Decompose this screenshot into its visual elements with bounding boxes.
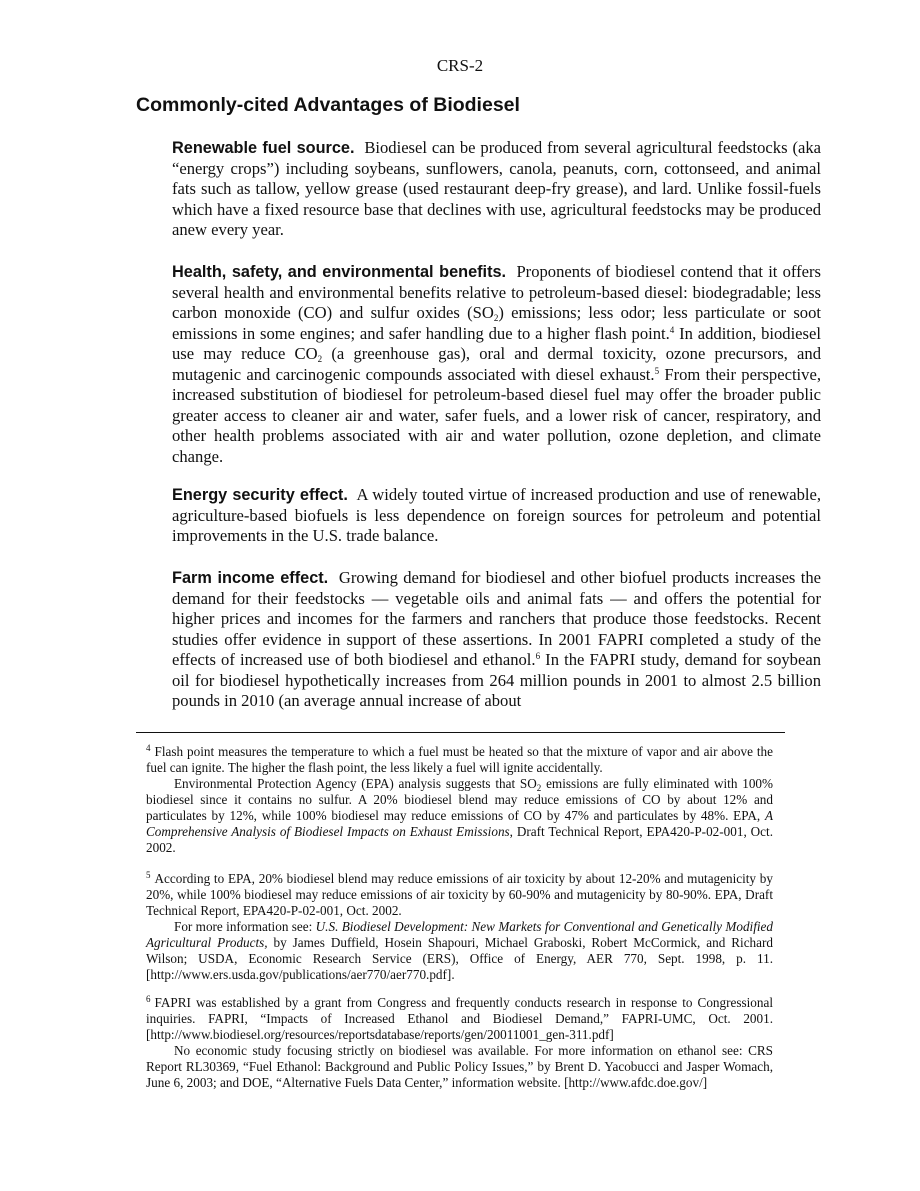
footnote-ref: 4	[669, 324, 675, 335]
paragraph-health-safety	[136, 262, 821, 467]
paragraph-text: In addition, biodiesel use may reduce CO	[172, 323, 821, 363]
report-title: A Comprehensive Analysis of Biodiesel Impacts on Exhaust Emissions	[146, 808, 773, 839]
paragraph-text: ) emissions; less odor; less particulate or soot emissions in some engines; and safer handling due to a higher flash point.	[172, 303, 821, 343]
paragraph-energy-security	[136, 485, 821, 547]
footnote-text: Environmental Protection Agency (EPA) analysis suggests that SO	[174, 776, 537, 791]
footnote-text: FAPRI was established by a grant from Congress and frequently conducts research in response to Congressional inquiries. FAPRI, “Impacts of Increased Ethanol and Biodiesel Demand,” FAPRI-UMC, Oct. 2001. [http://www.biodiesel.org/resources/reportsdatabase/reports/gen/20011001_gen-311.pdf]	[146, 995, 773, 1042]
paragraph-text: Proponents of biodiesel contend that it offers several health and environmental benefits relative to petroleum-based diesel: biodegradable; less carbon monoxide (CO) and sulfur oxides (SO	[172, 262, 821, 322]
paragraph-lead: Health, safety, and environmental benefits.	[172, 263, 507, 281]
subscript: 2	[317, 354, 323, 364]
footnote-text: Flash point measures the temperature to which a fuel must be heated so that the mixture of vapor and air above the fuel can ignite. The higher the flash point, the less likely a fuel will ignite accidentally.	[146, 744, 773, 775]
footnote-4	[146, 744, 773, 856]
footnote-5	[146, 871, 773, 983]
footnote-ref: 6	[535, 651, 541, 661]
subscript: 2	[493, 313, 499, 323]
paragraph-lead: Energy security effect.	[172, 486, 348, 504]
paragraph-lead: Renewable fuel source.	[172, 139, 355, 157]
footnote-text: by James Duffield, Hosein Shapouri, Michael Graboski, Robert McCormick, and Richard Wilson; USDA, Economic Research Service (ERS), Office of Energy, AER 770, Sept. 1998, p. 11. [http://www.ers.usda.gov/publications/aer770/aer770.pdf].	[146, 935, 773, 982]
footnote-text: , Draft Technical Report, EPA420-P-02-001, Oct. 2002.	[146, 824, 773, 855]
page-number: CRS-2	[436, 56, 484, 75]
paragraph-farm-income	[136, 568, 821, 712]
paragraph-text: (a greenhouse gas), oral and dermal toxicity, ozone precursors, and mutagenic and carcinogenic compounds associated with diesel exhaust.	[172, 344, 822, 384]
footnote-text: For more information see:	[174, 919, 316, 934]
footnote-6	[146, 995, 773, 1091]
footnote-body	[146, 995, 773, 1042]
footnote-mark: 4	[146, 743, 151, 753]
section-heading: Commonly-cited Advantages of Biodiesel	[136, 94, 520, 116]
report-title: U.S. Biodiesel Development: New Markets for Conventional and Genetically Modified Agricultural Products,	[146, 919, 773, 950]
footnote-text: emissions are fully eliminated with 100% biodiesel since it contains no sulfur. A 20% biodiesel blend may reduce emissions of CO by about 12% and particulates by 12%, while 100% biodiesel may reduce emissions of CO by 47% and particulates by 48%. EPA,	[146, 776, 773, 823]
footnote-text: According to EPA, 20% biodiesel blend may reduce emissions of air toxicity by about 12-20% and mutagenicity by 20%, while 100% biodiesel may reduce emissions of air toxicity by 60-90% and mutagenicity by 80-90%. EPA, Draft Technical Report, EPA420-P-02-001, Oct. 2002.	[146, 871, 773, 918]
paragraph-text: A widely touted virtue of increased production and use of renewable, agriculture-based biofuels is less dependence on foreign sources for petroleum and potential improvements in the U.S. trade balance.	[172, 485, 821, 545]
paragraph-text: Biodiesel can be produced from several agricultural feedstocks (aka “energy crops”) including soybeans, sunflowers, canola, peanuts, corn, cottonseed, and animal fats such as tallow, yellow grease (used restaurant deep-fry grease), and lard. Unlike fossil-fuels which have a fixed resource base that declines with use, agricultural feedstocks may be produced anew every year.	[172, 138, 822, 239]
paragraph-lead: Farm income effect.	[172, 569, 329, 587]
paragraph-text: Growing demand for biodiesel and other biofuel products increases the demand for their feedstocks — vegetable oils and animal fats — and offers the potential for higher prices and incomes for the farmers and ranchers that produce those feedstocks. Recent studies offer evidence in support of these assertions. In 2001 FAPRI completed a study of the effects of increased use of both biodiesel and ethanol.	[172, 568, 821, 669]
footnote-continuation	[146, 776, 773, 856]
footnote-mark: 5	[146, 870, 151, 880]
footnote-body	[146, 744, 773, 775]
subscript: 2	[536, 783, 542, 793]
footnote-divider	[136, 732, 785, 733]
paragraph-text: In the FAPRI study, demand for soybean oil for biodiesel hypothetically increases from 264 million pounds in 2001 to almost 2.5 billion pounds in 2010 (an average annual increase of about	[172, 650, 822, 710]
footnote-body	[146, 871, 773, 918]
paragraph-text: From their perspective, increased substitution of biodiesel for petroleum-based diesel fuel may offer the broader public greater access to cleaner air and water, safer fuels, and a lower risk of cancer, respiratory, and other health problems associated with air and water pollution, ozone depletion, and climate change.	[172, 364, 821, 466]
footnote-continuation	[146, 919, 773, 983]
paragraph-renewable-fuel	[136, 138, 821, 241]
footnote-ref: 5	[654, 365, 660, 376]
footnote-continuation: No economic study focusing strictly on biodiesel was available. For more information on ethanol see: CRS Report RL30369, “Fuel Ethanol: Background and Public Policy Issues,” by Brent D. Yacobucci and Jasper Womach, June 6, 2003; and DOE, “Alternative Fuels Data Center,” information website. [http://www.afdc.doe.gov/]	[146, 1043, 773, 1090]
footnote-mark: 6	[146, 994, 151, 1004]
